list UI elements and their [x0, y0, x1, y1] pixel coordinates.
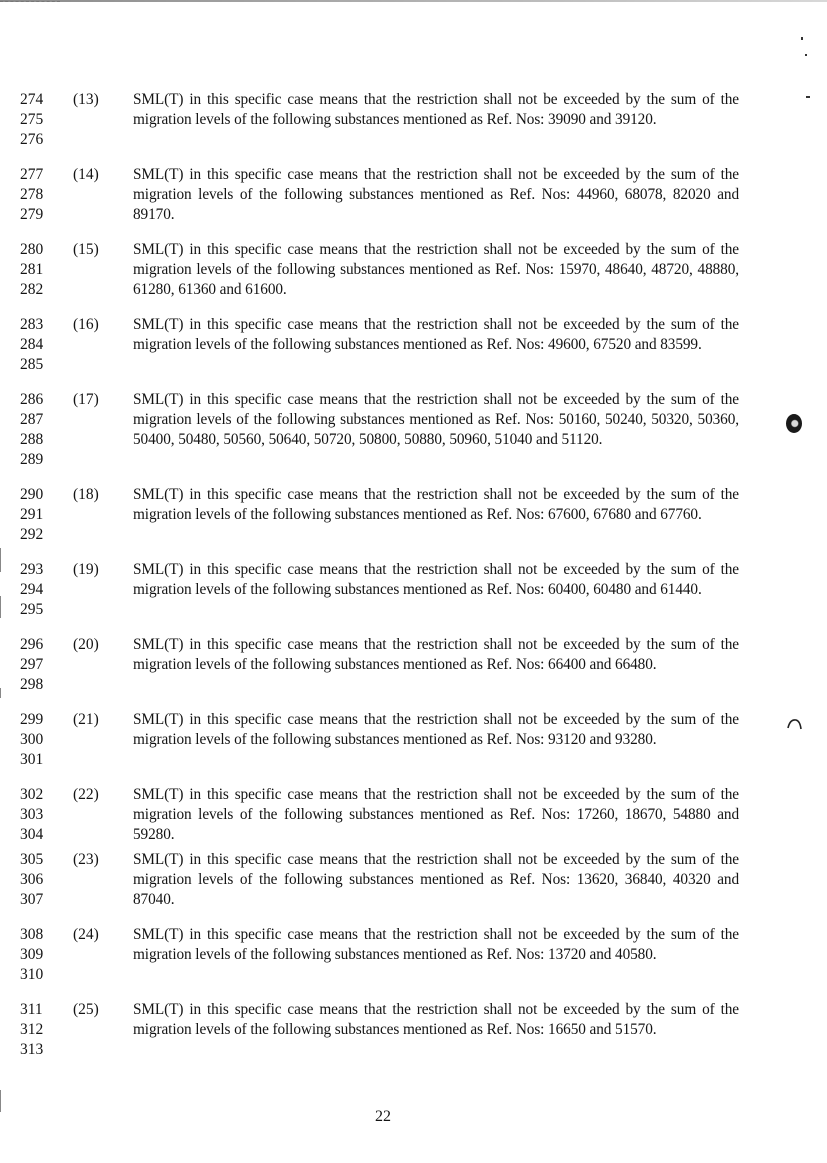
footnote-text: SML(T) in this specific case means that the restriction shall not be exceeded by the sum of the migration levels of the following substances mentioned as Ref. Nos: 44960, 68078, 82020 and 89170.	[133, 166, 739, 223]
line-numbers	[20, 635, 60, 695]
footnote-number: (21)	[73, 711, 99, 728]
footnote-text: SML(T) in this specific case means that the restriction shall not be exceeded by the sum of the migration levels of the following substances mentioned as Ref. Nos: 16650 and 51570.	[133, 1001, 739, 1038]
footnote-text: SML(T) in this specific case means that the restriction shall not be exceeded by the sum of the migration levels of the following substances mentioned as Ref. Nos: 67600, 67680 and 67760.	[133, 486, 739, 523]
line-number: 310	[20, 966, 44, 983]
line-number: 289	[20, 451, 44, 468]
top-edge-rule	[0, 0, 827, 2]
line-number: 275	[20, 111, 44, 128]
footnote-entry	[0, 1000, 827, 1062]
footnote-text: SML(T) in this specific case means that the restriction shall not be exceeded by the sum of the migration levels of the following substances mentioned as Ref. Nos: 49600, 67520 and 83599.	[133, 316, 739, 353]
line-numbers	[20, 315, 60, 375]
footnote-number: (18)	[73, 486, 99, 503]
line-number: 301	[20, 751, 44, 768]
footnote-number: (19)	[73, 561, 99, 578]
footnote-entry	[0, 925, 827, 987]
footnote-number: (25)	[73, 1001, 99, 1018]
footnote-number: (23)	[73, 851, 99, 868]
line-numbers	[20, 485, 60, 545]
line-number: 279	[20, 206, 44, 223]
line-number: 286	[20, 391, 44, 408]
footnote-text: SML(T) in this specific case means that the restriction shall not be exceeded by the sum of the migration levels of the following substances mentioned as Ref. Nos: 17260, 18670, 54880 and 59280.	[133, 786, 739, 843]
footnote-entry	[0, 315, 827, 377]
footnote-text: SML(T) in this specific case means that the restriction shall not be exceeded by the sum of the migration levels of the following substances mentioned as Ref. Nos: 39090 and 39120.	[133, 91, 739, 128]
line-numbers	[20, 925, 60, 985]
footnote-text: SML(T) in this specific case means that the restriction shall not be exceeded by the sum of the migration levels of the following substances mentioned as Ref. Nos: 50160, 50240, 50320, 50360, 50400, 50480, 50560, 50640, 50720, 50800, 50880, 50960, 51040 and 51120.	[133, 391, 739, 448]
line-numbers	[20, 390, 60, 470]
footnote-entry	[0, 850, 827, 912]
line-numbers	[20, 165, 60, 225]
line-number: 307	[20, 891, 44, 908]
line-number: 291	[20, 506, 44, 523]
top-edge-dash	[0, 1, 60, 3]
line-number: 313	[20, 1041, 44, 1058]
line-number: 302	[20, 786, 44, 803]
line-number: 294	[20, 581, 44, 598]
line-number: 277	[20, 166, 44, 183]
line-number: 292	[20, 526, 44, 543]
line-numbers	[20, 785, 60, 845]
line-number: 308	[20, 926, 44, 943]
line-number: 280	[20, 241, 44, 258]
footnote-number: (20)	[73, 636, 99, 653]
footnote-number: (17)	[73, 391, 99, 408]
line-number: 299	[20, 711, 44, 728]
line-number: 288	[20, 431, 44, 448]
footnote-number: (13)	[73, 91, 99, 108]
line-number: 306	[20, 871, 44, 888]
line-number: 274	[20, 91, 44, 108]
footnote-entry	[0, 710, 827, 772]
line-number: 311	[20, 1001, 43, 1018]
line-number: 296	[20, 636, 44, 653]
line-number: 284	[20, 336, 44, 353]
line-numbers	[20, 240, 60, 300]
line-numbers	[20, 560, 60, 620]
footnote-entry	[0, 785, 827, 847]
line-number: 309	[20, 946, 44, 963]
footnote-number: (14)	[73, 166, 99, 183]
line-numbers	[20, 710, 60, 770]
line-numbers	[20, 90, 60, 150]
line-number: 281	[20, 261, 44, 278]
line-number: 304	[20, 826, 44, 843]
footnote-entry	[0, 165, 827, 227]
footnote-number: (24)	[73, 926, 99, 943]
line-number: 295	[20, 601, 44, 618]
footnote-text: SML(T) in this specific case means that the restriction shall not be exceeded by the sum of the migration levels of the following substances mentioned as Ref. Nos: 66400 and 66480.	[133, 636, 739, 673]
scan-speck	[805, 54, 807, 56]
line-number: 278	[20, 186, 44, 203]
line-number: 290	[20, 486, 44, 503]
footnote-entry	[0, 485, 827, 547]
page-number: 22	[375, 1108, 391, 1125]
scan-speck	[801, 37, 803, 40]
line-number: 305	[20, 851, 44, 868]
footnote-number: (16)	[73, 316, 99, 333]
footnote-entry	[0, 90, 827, 152]
line-number: 297	[20, 656, 44, 673]
footnote-text: SML(T) in this specific case means that the restriction shall not be exceeded by the sum of the migration levels of the following substances mentioned as Ref. Nos: 13720 and 40580.	[133, 926, 739, 963]
line-number: 303	[20, 806, 44, 823]
footnote-entry	[0, 635, 827, 697]
footnote-text: SML(T) in this specific case means that the restriction shall not be exceeded by the sum of the migration levels of the following substances mentioned as Ref. Nos: 93120 and 93280.	[133, 711, 739, 748]
line-number: 285	[20, 356, 44, 373]
line-numbers	[20, 850, 60, 910]
footnote-entry	[0, 240, 827, 302]
line-number: 276	[20, 131, 44, 148]
footnote-text: SML(T) in this specific case means that the restriction shall not be exceeded by the sum of the migration levels of the following substances mentioned as Ref. Nos: 13620, 36840, 40320 and 87040.	[133, 851, 739, 908]
footnote-text: SML(T) in this specific case means that the restriction shall not be exceeded by the sum of the migration levels of the following substances mentioned as Ref. Nos: 60400, 60480 and 61440.	[133, 561, 739, 598]
line-number: 312	[20, 1021, 44, 1038]
line-number: 287	[20, 411, 44, 428]
line-number: 283	[20, 316, 44, 333]
footnote-entry	[0, 560, 827, 622]
line-number: 298	[20, 676, 44, 693]
footnote-entry	[0, 390, 827, 468]
footnote-number: (15)	[73, 241, 99, 258]
line-number: 282	[20, 281, 44, 298]
footnote-text: SML(T) in this specific case means that the restriction shall not be exceeded by the sum of the migration levels of the following substances mentioned as Ref. Nos: 15970, 48640, 48720, 48880, 61280, 61360 and 61600.	[133, 241, 739, 298]
line-number: 293	[20, 561, 44, 578]
footnote-number: (22)	[73, 786, 99, 803]
line-numbers	[20, 1000, 60, 1060]
line-number: 300	[20, 731, 44, 748]
